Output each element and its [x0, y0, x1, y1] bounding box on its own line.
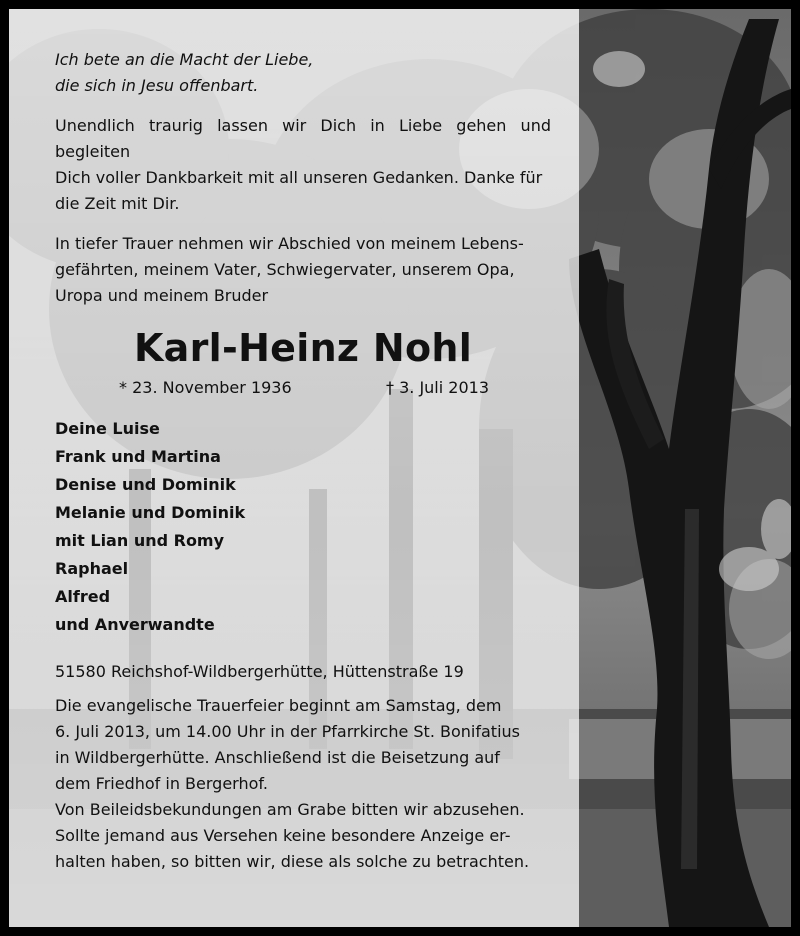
motto: Ich bete an die Macht der Liebe, die sich in Jesu offenbart.: [55, 50, 314, 95]
family-member: Frank und Martina: [55, 447, 221, 466]
family-member: Raphael: [55, 559, 129, 578]
paragraph-farewell: Unendlich traurig lassen wir Dich in Liebe gehen und begleiten Dich voller Dankbarkeit mit all unseren Gedanken. Danke für die Zeit mit Dir.: [55, 116, 551, 213]
death-date: † 3. Juli 2013: [386, 378, 489, 397]
birth-date: * 23. November 1936: [119, 378, 292, 397]
life-dates: [55, 375, 551, 401]
address: 51580 Reichshof-Wildbergerhütte, Hüttenstraße 19: [55, 662, 464, 681]
notice-text: [55, 47, 551, 875]
family-list: [55, 415, 551, 639]
family-member: und Anverwandte: [55, 615, 215, 634]
deceased-name: Karl-Heinz Nohl: [133, 326, 473, 370]
family-member: mit Lian und Romy: [55, 531, 225, 550]
family-member: Melanie und Dominik: [55, 503, 246, 522]
service-info: Die evangelische Trauerfeier beginnt am Samstag, dem 6. Juli 2013, um 14.00 Uhr in der Pfarrkirche St. Bonifatius in Wildbergerhütte. Anschließend ist die Beisetzung auf dem Friedhof in Bergerhof.: [55, 696, 520, 793]
paragraph-mourning: In tiefer Trauer nehmen wir Abschied von meinem Lebens- gefährten, meinem Vater, Schwiegervater, unserem Opa, Uropa und meinem Bruder: [55, 234, 524, 305]
family-member: Alfred: [55, 587, 111, 606]
family-member: Denise und Dominik: [55, 475, 236, 494]
family-member: Deine Luise: [55, 419, 160, 438]
condolence-note: Von Beileidsbekundungen am Grabe bitten wir abzusehen. Sollte jemand aus Versehen keine besondere Anzeige er- halten haben, so bitten wir, diese als solche zu betrachten.: [55, 800, 530, 871]
